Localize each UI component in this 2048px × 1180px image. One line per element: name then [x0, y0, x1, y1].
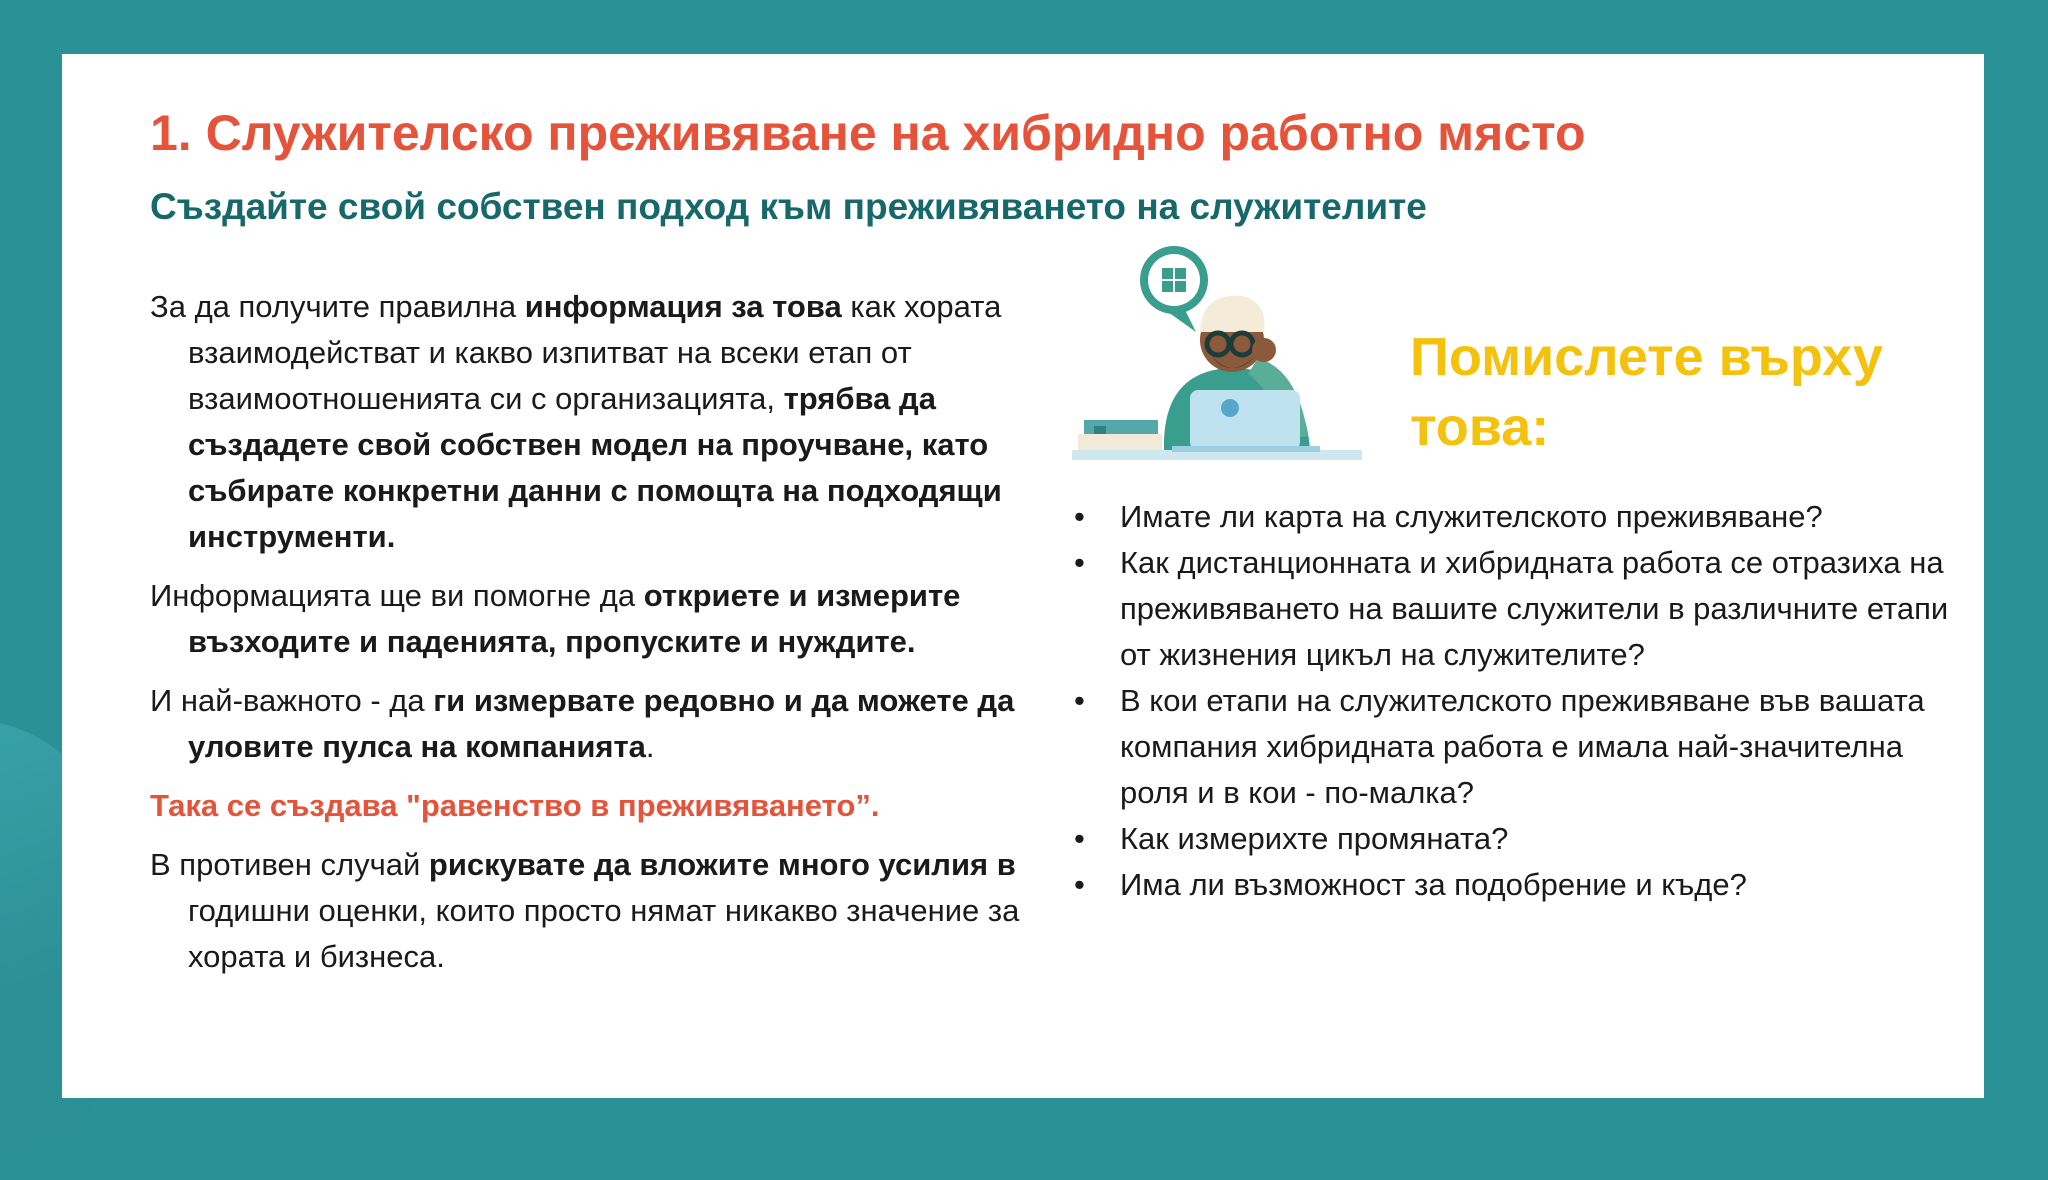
bullet-icon: •	[1074, 499, 1085, 534]
paragraph-otherwise: В противен случай рискувате да вложите много усилия в годишни оценки, които просто нямат никакво значение за хората и бизнеса.	[150, 847, 1020, 974]
list-item: • Как измерихте промяната?	[1072, 816, 1952, 862]
paragraph-info: За да получите правилна информация за това как хората взаимодействат и какво изпитват на всеки етап от взаимоотношенията си с организацията, трябва да създадете свой собствен модел на проучване, като събирате конкретни данни с помощта на подходящи инструменти.	[150, 289, 1002, 554]
bullet-icon: •	[1074, 867, 1085, 902]
list-item: • Имате ли карта на служителското преживяване?	[1072, 494, 1952, 540]
slide-title: 1. Служителско преживяване на хибридно работно място	[150, 105, 1586, 161]
paragraph-help: Информацията ще ви помогне да откриете и измерите възходите и паденията, пропуските и нуждите.	[150, 578, 961, 659]
bullet-icon: •	[1074, 821, 1085, 856]
bullet-icon: •	[1074, 545, 1085, 580]
list-item: • Как дистанционната и хибридната работа се отразиха на преживяването на вашите служители в различните етапи от жизнения цикъл на служителите?	[1072, 540, 1952, 678]
paragraph-important: И най-важното - да ги измервате редовно и да можете да уловите пулса на компанията.	[150, 683, 1015, 764]
slide	[62, 54, 1984, 1098]
list-item: • Има ли възможност за подобрение и къде?	[1072, 862, 1952, 908]
left-column	[150, 284, 1030, 993]
list-item: • В кои етапи на служителското преживяване във вашата компания хибридната работа е имала най-значителна роля и в кои - по-малка?	[1072, 678, 1952, 816]
paragraph-equality: Така се създава "равенство в преживяването”.	[150, 788, 880, 823]
thinking-person-at-laptop-icon	[1072, 240, 1372, 470]
bullet-icon: •	[1074, 683, 1085, 718]
questions-list	[1072, 494, 1952, 908]
think-heading: Помислете върху това:	[1410, 327, 1883, 457]
slide-subtitle: Създайте свой собствен подход към преживяването на служителите	[150, 186, 1427, 227]
